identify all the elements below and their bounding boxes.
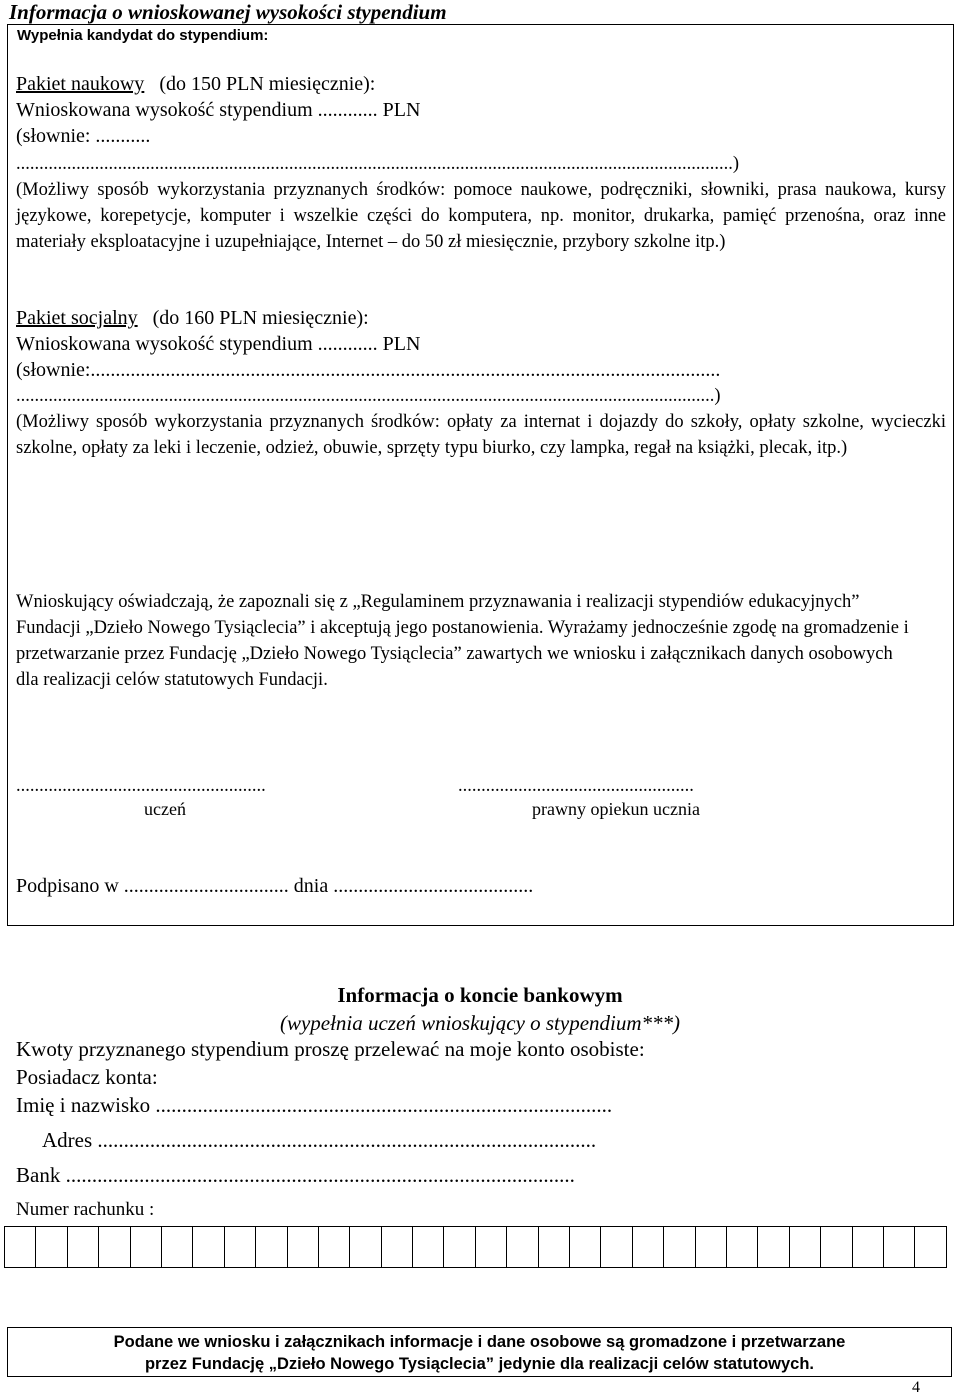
account-digit-box[interactable] bbox=[664, 1227, 695, 1267]
page-number: 4 bbox=[912, 1379, 920, 1396]
account-holder-label: Posiadacz konta: bbox=[16, 1065, 158, 1089]
account-digit-box[interactable] bbox=[288, 1227, 319, 1267]
student-signature-label: uczeń bbox=[144, 799, 186, 819]
account-digit-box[interactable] bbox=[758, 1227, 789, 1267]
account-digit-box[interactable] bbox=[350, 1227, 381, 1267]
pakiet-naukowy-limit: (do 150 PLN miesięcznie): bbox=[159, 73, 376, 95]
pakiet-socjalny-words-field[interactable]: (słownie:.............................................................................................................................. bbox=[16, 359, 721, 381]
account-digit-box[interactable] bbox=[853, 1227, 884, 1267]
pakiet-naukowy-name: Pakiet naukowy bbox=[16, 73, 145, 95]
declaration-text: Wnioskujący oświadczają, że zapoznali się z „Regulaminem przyznawania i realizacji stypendiów edukacyjnych” Fundacji „Dzieło Nowego Tysiąclecia” i akceptują jego postanowienia. Wyrażamy jednocześnie zgodę na gromadzenie i przetwarzanie przez Fundację „Dzieło Nowego Tysiąclecia” zawartych we wniosku i załącznikach danych osobowych dla realizacji celów statutowych Fundacji. bbox=[16, 592, 909, 690]
bank-section-title: Informacja o koncie bankowym bbox=[337, 983, 623, 1007]
pakiet-naukowy-words-field[interactable]: (słownie: ........... bbox=[16, 125, 151, 147]
signed-place-date-field[interactable]: Podpisano w ................................. dnia ........................................ bbox=[16, 875, 534, 897]
pakiet-socjalny-name: Pakiet socjalny bbox=[16, 307, 138, 329]
pakiet-naukowy-heading bbox=[16, 71, 375, 97]
data-protection-line-2: przez Fundację „Dzieło Nowego Tysiąclecia” jedynie dla realizacji celów statutowych. bbox=[144, 1355, 815, 1373]
guardian-signature-line[interactable]: ................................................... bbox=[458, 776, 694, 796]
holder-address-field[interactable]: Adres ............................................................................................... bbox=[42, 1128, 597, 1152]
account-digit-box[interactable] bbox=[256, 1227, 287, 1267]
data-protection-note bbox=[7, 1327, 952, 1377]
account-digit-box[interactable] bbox=[444, 1227, 475, 1267]
account-number-label: Numer rachunku : bbox=[16, 1199, 155, 1220]
account-digit-box[interactable] bbox=[696, 1227, 727, 1267]
account-digit-box[interactable] bbox=[319, 1227, 350, 1267]
account-digit-box[interactable] bbox=[790, 1227, 821, 1267]
pakiet-naukowy-amount-field[interactable]: Wnioskowana wysokość stypendium ............ PLN bbox=[16, 99, 421, 121]
account-digit-box[interactable] bbox=[570, 1227, 601, 1267]
account-digit-box[interactable] bbox=[193, 1227, 224, 1267]
pakiet-socjalny-limit: (do 160 PLN miesięcznie): bbox=[152, 307, 369, 329]
account-digit-box[interactable] bbox=[99, 1227, 130, 1267]
pakiet-socjalny-amount-field[interactable]: Wnioskowana wysokość stypendium ............ PLN bbox=[16, 333, 421, 355]
account-digit-box[interactable] bbox=[476, 1227, 507, 1267]
account-digit-box[interactable] bbox=[821, 1227, 852, 1267]
account-digit-box[interactable] bbox=[915, 1227, 946, 1267]
bank-intro: Kwoty przyznanego stypendium proszę przelewać na moje konto osobiste: bbox=[16, 1037, 645, 1061]
account-digit-box[interactable] bbox=[131, 1227, 162, 1267]
account-digit-box[interactable] bbox=[633, 1227, 664, 1267]
data-protection-line-1: Podane we wniosku i załącznikach informacje i dane osobowe są gromadzone i przetwarzane bbox=[113, 1333, 846, 1351]
account-digit-box[interactable] bbox=[382, 1227, 413, 1267]
account-digit-box[interactable] bbox=[68, 1227, 99, 1267]
section-title: Informacja o wnioskowanej wysokości stypendium bbox=[9, 0, 447, 24]
account-digit-box[interactable] bbox=[884, 1227, 915, 1267]
account-digit-box[interactable] bbox=[36, 1227, 67, 1267]
account-digit-box[interactable] bbox=[539, 1227, 570, 1267]
bank-section-subtitle: (wypełnia uczeń wnioskujący o stypendium***) bbox=[279, 1011, 681, 1035]
fill-note: Wypełnia kandydat do stypendium: bbox=[17, 27, 269, 44]
pakiet-socjalny-usage: (Możliwy sposób wykorzystania przyznanych środków: opłaty za internat i dojazdy do szkoły, opłaty szkolne, wycieczki szkolne, opłaty za leki i leczenie, odzież, obuwie, sprzęty typu biurko, czy lampka, regał na książki, plecak, itp.) bbox=[16, 412, 946, 458]
bank-name-field[interactable]: Bank ................................................................................................. bbox=[16, 1163, 575, 1187]
account-digit-box[interactable] bbox=[413, 1227, 444, 1267]
guardian-signature-label: prawny opiekun ucznia bbox=[532, 799, 700, 819]
student-signature-line[interactable]: ...................................................... bbox=[16, 776, 266, 796]
pakiet-socjalny-words-field-end[interactable]: .......................................................................................................................................................) bbox=[16, 386, 721, 406]
holder-name-field[interactable]: Imię i nazwisko ....................................................................................... bbox=[16, 1093, 613, 1117]
account-number-grid bbox=[4, 1226, 947, 1268]
account-digit-box[interactable] bbox=[225, 1227, 256, 1267]
pakiet-naukowy-usage: (Możliwy sposób wykorzystania przyznanych środków: pomoce naukowe, podręczniki, słowniki, prasa naukowa, kursy językowe, korepetycje, komputer i wszelkie części do komputera, np. monitor, drukarka, pamięć przenośna, oraz inne materiały eksploatacyjne i uzupełniające, Internet – do 50 zł miesięcznie, przybory szkolne itp.) bbox=[16, 180, 946, 252]
pakiet-socjalny-heading bbox=[16, 305, 369, 331]
account-digit-box[interactable] bbox=[162, 1227, 193, 1267]
account-digit-box[interactable] bbox=[727, 1227, 758, 1267]
account-digit-box[interactable] bbox=[507, 1227, 538, 1267]
account-digit-box[interactable] bbox=[601, 1227, 632, 1267]
account-digit-box[interactable] bbox=[5, 1227, 36, 1267]
pakiet-naukowy-words-field-end[interactable]: ...........................................................................................................................................................) bbox=[16, 154, 740, 174]
